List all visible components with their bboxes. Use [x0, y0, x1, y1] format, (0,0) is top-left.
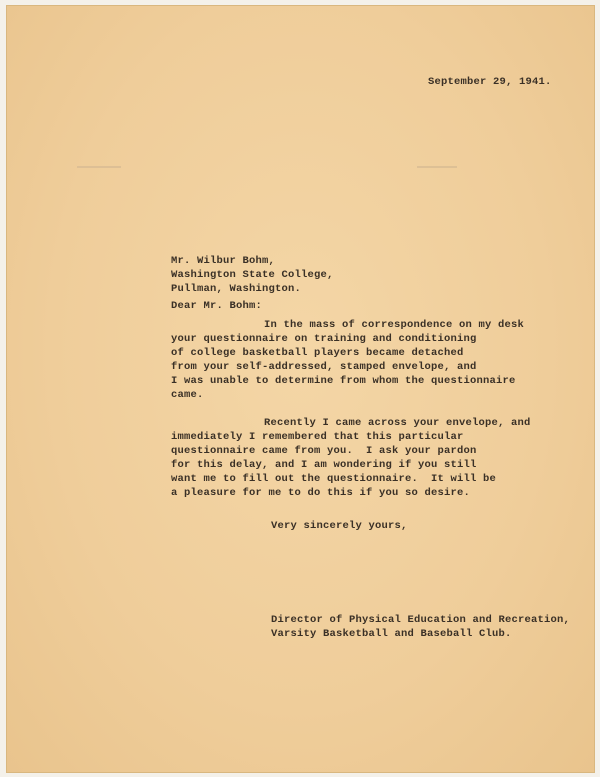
closing: Very sincerely yours,: [271, 520, 408, 532]
paragraph-1-line-1: In the mass of correspondence on my desk: [264, 319, 525, 331]
paragraph-1-line-5: I was unable to determine from whom the questionnaire: [171, 375, 516, 387]
paragraph-2-line-1: Recently I came across your envelope, and: [264, 417, 531, 429]
address-line-2: Washington State College,: [171, 269, 334, 281]
paragraph-2-line-5: want me to fill out the questionnaire. It will be: [171, 473, 497, 485]
address-line-1: Mr. Wilbur Bohm,: [171, 255, 276, 267]
salutation: Dear Mr. Bohm:: [171, 300, 263, 312]
paragraph-2-line-6: a pleasure for me to do this if you so desire.: [171, 487, 471, 499]
signature-line-1: Director of Physical Education and Recreation,: [271, 614, 571, 626]
paragraph-1-line-2: your questionnaire on training and conditioning: [171, 333, 477, 345]
letter-page: [6, 5, 595, 773]
paragraph-2-line-2: immediately I remembered that this particular: [171, 431, 464, 443]
paragraph-1-line-6: came.: [171, 389, 204, 401]
address-line-3: Pullman, Washington.: [171, 283, 302, 295]
paragraph-1-line-3: of college basketball players became detached: [171, 347, 464, 359]
paragraph-2-line-3: questionnaire came from you. I ask your pardon: [171, 445, 477, 457]
paragraph-2-line-4: for this delay, and I am wondering if you still: [171, 459, 477, 471]
letter-date: September 29, 1941.: [428, 76, 552, 88]
faint-mark-right: [417, 166, 457, 168]
signature-line-2: Varsity Basketball and Baseball Club.: [271, 628, 512, 640]
paragraph-1-line-4: from your self-addressed, stamped envelope, and: [171, 361, 477, 373]
faint-mark-left: [77, 166, 121, 168]
